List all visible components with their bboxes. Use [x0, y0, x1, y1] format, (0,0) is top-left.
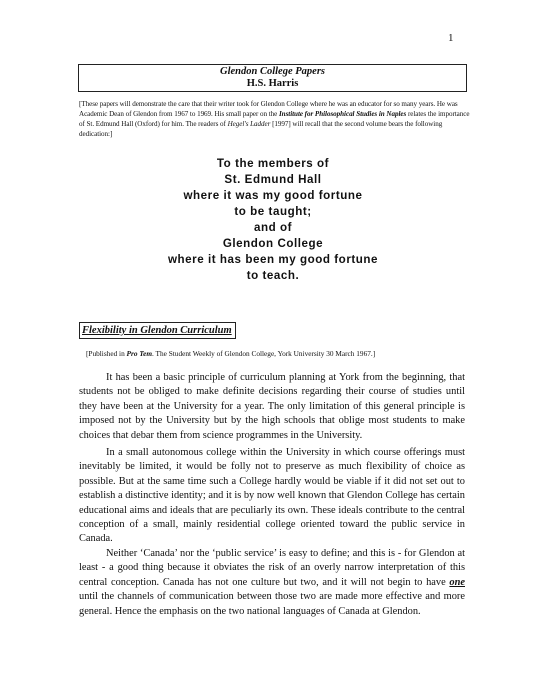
dedication-line: to teach. — [246, 269, 300, 282]
dedication-line: St. Edmund Hall — [224, 173, 322, 186]
document-title: Glendon College Papers — [220, 66, 325, 77]
dedication — [79, 156, 467, 284]
intro-note-text-1: [These papers will demonstrate the care that their writer took for Glendon College where he was an educator for so many years. He was Academic Dean of Glendon from 1967 to 1969. His small paper on the — [79, 100, 458, 118]
dedication-line: where it was my good fortune — [183, 189, 363, 202]
intro-note-text-3: [1997] will recall that the second volume bears the following dedication:] — [79, 120, 443, 138]
dedication-line: To the members of — [216, 157, 330, 170]
paragraph-3-text-1: Neither ‘Canada’ nor the ‘public service’ is easy to define; and this is - for Glendon at least - a good thing because it obviates the risk of an overly narrow interpretation of this central conception. Canada has not one culture but two, and it will not begin to have — [79, 548, 465, 588]
paragraph-2 — [79, 446, 465, 547]
paragraph-3-emphasis: one — [449, 576, 465, 588]
dedication-line: where it has been my good fortune — [167, 253, 379, 266]
intro-note — [79, 99, 471, 139]
page-number: 1 — [448, 32, 454, 44]
title-box — [78, 64, 467, 92]
publication-note-text-1: [Published in — [86, 349, 127, 358]
publication-name: Pro Tem — [126, 349, 153, 358]
publication-note-text-2: . The Student Weekly of Glendon College, York University 30 March 1967.] — [152, 349, 376, 358]
paragraph-3-text-2: until the channels of communication between those two are made more effective and more general. Hence the emphasis on the two national languages of Canada at Glendon. — [79, 591, 465, 617]
paragraph-3 — [79, 547, 465, 619]
dedication-line: and of — [253, 221, 293, 234]
intro-note-text-2: relates the importance of St. Edmund Hall (Oxford) for him. The readers of — [79, 110, 470, 128]
section-heading-text: Flexibility in Glendon Curriculum — [82, 325, 232, 336]
paragraph-1-text: It has been a basic principle of curriculum planning at York from the beginning, that students not be obliged to make definite decisions regarding their course of studies until they have been at the University for a year. The only limitation of this general principle is imposed not by the University but by the high schools that oblige most students to make choices that debar them from science programmes in the University. — [79, 372, 465, 441]
publication-note — [86, 349, 476, 359]
paragraph-2-text: In a small autonomous college within the University in which course offerings must inevitably be limited, it would be folly not to preserve as much flexibility of choice as possible. But at the same time such a College hardly would be viable if it did not set out to establish a distinctive identity; and it is by now well known that Glendon College has certain educational aims and ideals that are peculiarly its own. These ideals contribute to the central conception of a small, mainly residential college oriented toward the public service in Canada. — [79, 447, 465, 545]
intro-note-emphasis-1: Institute for Philosophical Studies in Naples — [278, 110, 407, 118]
intro-note-emphasis-2: Hegel's Ladder — [227, 120, 271, 128]
dedication-line: to be taught; — [234, 205, 312, 218]
document-author: H.S. Harris — [246, 78, 299, 89]
section-heading — [79, 322, 236, 339]
dedication-line: Glendon College — [222, 237, 324, 250]
paragraph-1 — [79, 371, 465, 443]
